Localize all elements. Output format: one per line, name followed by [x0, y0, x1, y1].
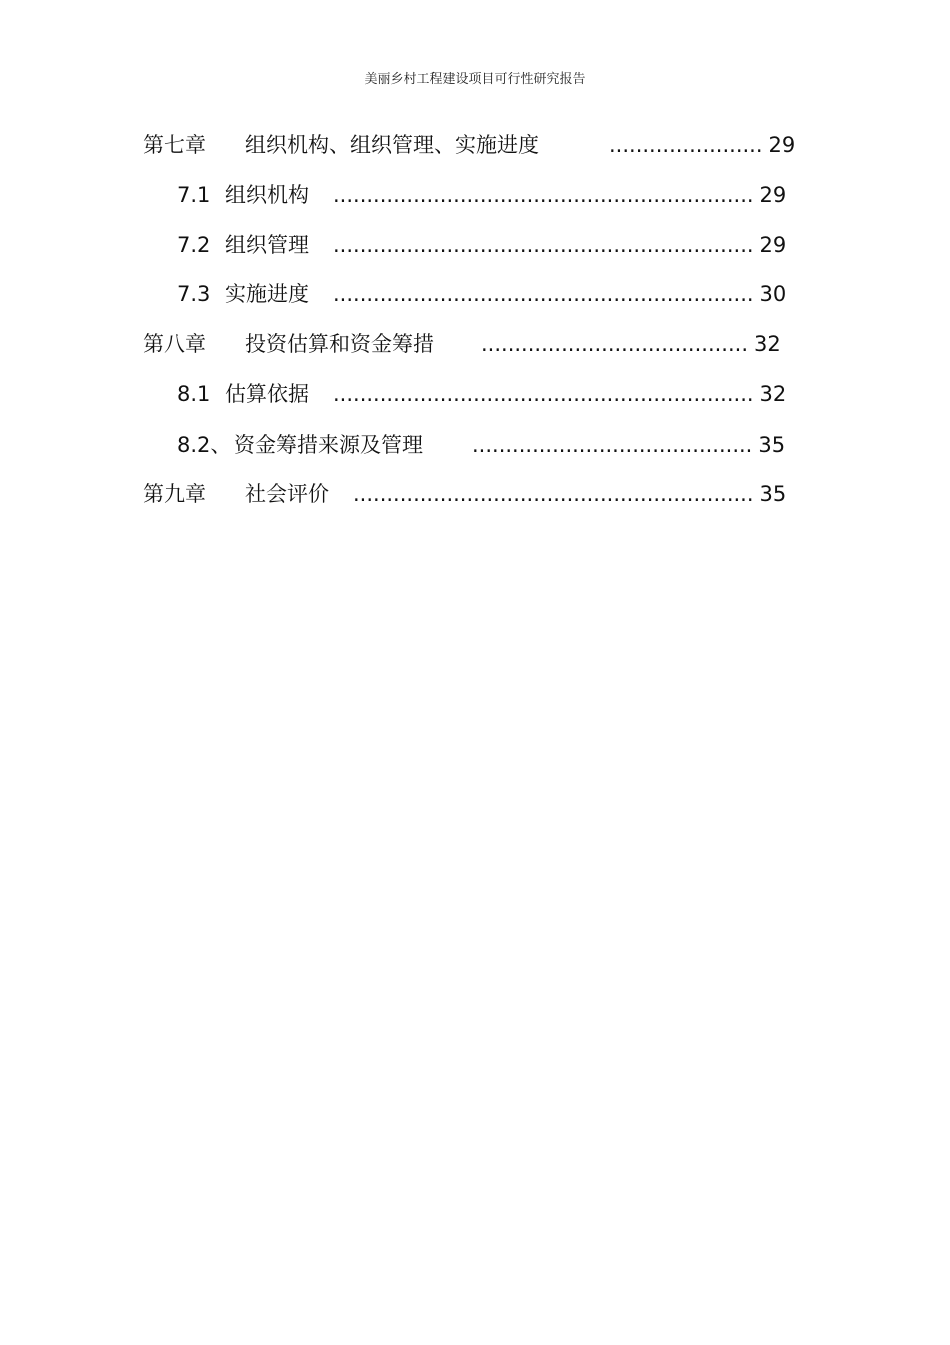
toc-entry-leader: ...............................................................: [333, 382, 754, 406]
page-header: 美丽乡村工程建设项目可行性研究报告: [364, 72, 586, 87]
toc-entry-leader: .......................: [609, 133, 763, 157]
toc-entry-chapter-7[interactable]: [143, 131, 795, 159]
toc-entry-leader: ........................................: [481, 332, 749, 356]
toc-entry-number: 7.1: [177, 183, 211, 207]
toc-entry-page: 35: [758, 433, 786, 457]
toc-entry-chapter-9[interactable]: [143, 480, 786, 508]
toc-entry-number: 8.2、: [177, 433, 232, 457]
toc-entry-title: 投资估算和资金筹措: [245, 332, 434, 356]
toc-entry-number: 第九章: [143, 482, 206, 506]
toc-entry-page: 29: [759, 233, 787, 257]
toc-entry-page: 29: [768, 133, 796, 157]
toc-entry-title: 组织机构: [225, 183, 309, 207]
toc-entry-title: 实施进度: [225, 282, 309, 306]
toc-entry-number: 7.2: [177, 233, 211, 257]
toc-entry-title: 组织管理: [225, 233, 309, 257]
toc-entry-title: 资金筹措来源及管理: [234, 433, 423, 457]
toc-entry-leader: ............................................................: [353, 482, 754, 506]
toc-entry-8-2[interactable]: [177, 431, 785, 459]
toc-entry-leader: ...............................................................: [333, 183, 754, 207]
toc-entry-number: 第七章: [143, 133, 206, 157]
toc-entry-page: 32: [754, 332, 781, 356]
toc-entry-7-3[interactable]: [177, 280, 786, 308]
toc-entry-number: 第八章: [143, 332, 206, 356]
toc-entry-title: 组织机构、组织管理、实施进度: [245, 133, 539, 157]
toc-entry-number: 8.1: [177, 382, 211, 406]
toc-entry-title: 估算依据: [225, 382, 309, 406]
toc-entry-page: 29: [759, 183, 787, 207]
toc-entry-7-1[interactable]: [177, 181, 786, 209]
toc-entry-leader: ..........................................: [472, 433, 753, 457]
toc-entry-title: 社会评价: [245, 482, 329, 506]
toc-entry-number: 7.3: [177, 282, 211, 306]
toc-entry-8-1[interactable]: [177, 380, 786, 408]
toc-entry-chapter-8[interactable]: [143, 330, 781, 358]
toc-entry-page: 35: [759, 482, 787, 506]
toc-entry-page: 32: [759, 382, 787, 406]
toc-entry-7-2[interactable]: [177, 231, 786, 259]
toc-entry-leader: ...............................................................: [333, 282, 754, 306]
toc-entry-page: 30: [759, 282, 787, 306]
toc-entry-leader: ...............................................................: [333, 233, 754, 257]
